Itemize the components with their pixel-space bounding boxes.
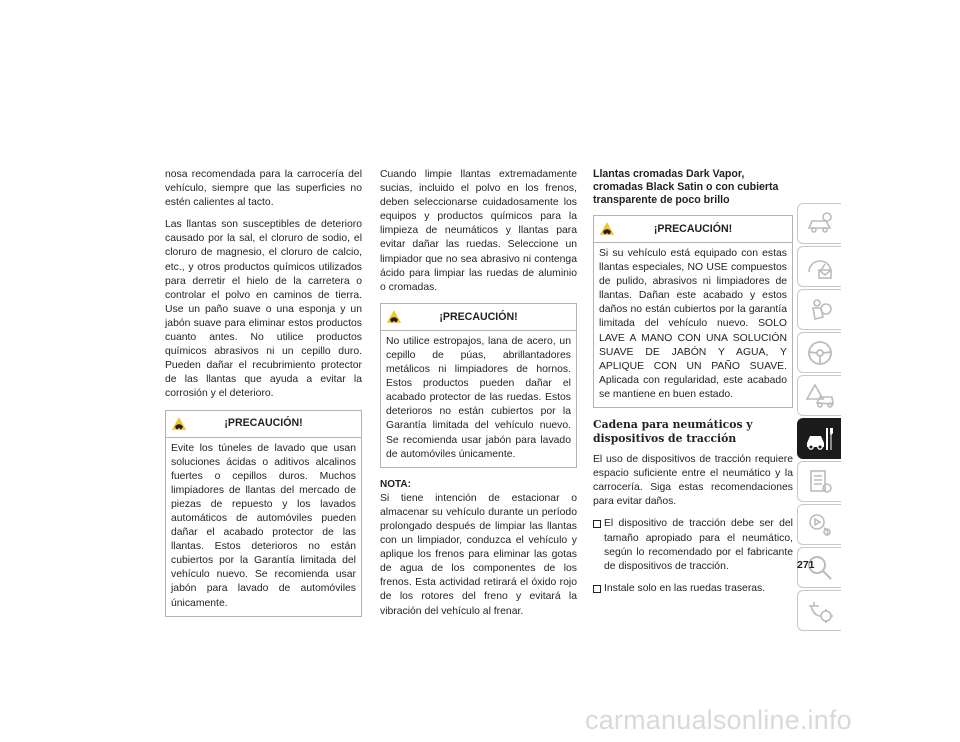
bullet-square-icon (593, 585, 601, 593)
multimedia-icon (805, 510, 835, 540)
tab-driving[interactable] (797, 332, 841, 373)
caution-body: Evite los túneles de lavado que usan soluciones ácidas o aditivos alcalinos fuertes o cepillos duros. Muchos limpiadores de llantas del mercado de piezas de repuesto y los lavados automáticos de automóviles pueden dañar el acabado protector de las llantas. Estos deterioros no están cubiertos por la Garantía limitada del vehículo nuevo. Se recomienda usar jabón para lavado de automóviles únicamente. (171, 442, 356, 609)
tab-dashboard[interactable] (797, 246, 841, 287)
caution-header (166, 411, 361, 438)
bullet-list (593, 517, 793, 595)
tab-multimedia[interactable] (797, 504, 841, 545)
caution-body: No utilice estropajos, lana de acero, un cepillo de púas, abrillantadores metálicos ni limpiadores de hornos. Estos productos pueden dañar el acabado protector de las ruedas. Estos deterioros no están cubiertos por la Garantía limitada del vehículo nuevo. Se recomienda usar jabón para lavado de automóviles únicamente. (386, 335, 571, 460)
text-column-right (593, 168, 793, 604)
warning-icon (386, 309, 402, 324)
list-item (593, 582, 793, 596)
car-info-icon (805, 209, 835, 239)
text-column-left (165, 168, 362, 627)
note-title: NOTA: (380, 478, 411, 490)
list-item-text: El dispositivo de tracción debe ser del tamaño apropiado para el neumático, según lo recomendado por el fabricante de dispositivos de tracción. (604, 518, 793, 572)
paragraph: nosa recomendada para la carrocería del vehículo, siempre que las superficies no estén calientes al tacto. (165, 169, 362, 209)
steering-wheel-icon (805, 338, 835, 368)
tab-car-info[interactable] (797, 203, 841, 244)
warning-icon (171, 416, 187, 431)
tab-safety[interactable] (797, 289, 841, 330)
caution-title: ¡PRECAUCIÓN! (653, 222, 733, 235)
safety-airbag-icon (805, 295, 835, 325)
caution-title: ¡PRECAUCIÓN! (439, 310, 518, 323)
caution-box (165, 410, 362, 617)
tab-language[interactable] (797, 590, 841, 631)
note-body: Si tiene intención de estacionar o almacenar su vehículo durante un período prolongado después de limpiar las llantas con un limpiador, conduzca el vehículo y aplique los frenos para eliminar las gotas de agua de los componentes de los frenos. Esta actividad retirará el óxido rojo de los rotores del freno y evitará la vibración del vehículo al frenar. (380, 492, 577, 617)
roadside-emergency-icon (805, 381, 835, 411)
section-heading: Llantas cromadas Dark Vapor, cromadas Black Satin o con cubierta transparente de poco brillo (593, 168, 779, 206)
tab-servicing[interactable] (797, 418, 841, 459)
section-heading: Cadena para neumáticos y dispositivos de tracción (593, 418, 753, 445)
tab-emergency[interactable] (797, 375, 841, 416)
caution-title: ¡PRECAUCIÓN! (224, 417, 303, 430)
language-settings-icon (805, 596, 835, 626)
caution-box (593, 215, 793, 408)
dashboard-message-icon (805, 252, 835, 282)
list-item-text: Instale solo en las ruedas traseras. (604, 582, 766, 594)
paragraph: Cuando limpie llantas extremadamente sucias, incluido el polvo en los frenos, deben seleccionarse cuidadosamente los equipos y productos químicos para la limpieza de neumáticos y llantas para evitar dañar las ruedas. Seleccione un limpiador que no sea abrasivo ni contenga ácido para limpiar las ruedas de aluminio o cromadas. (380, 169, 577, 293)
bullet-square-icon (593, 520, 601, 528)
tab-specifications[interactable] (797, 461, 841, 502)
list-item (593, 517, 793, 573)
text-column-middle (380, 168, 577, 627)
caution-body: Si su vehículo está equipado con estas llantas especiales, NO USE compuestos de pulido, abrasivos ni limpiadores de llantas. Dañan este acabado y estos daños no están cubiertos por la garantía limitada del vehículo nuevo. SOLO LAVE A MANO CON UNA SOLUCIÓN SUAVE DE JABÓN Y AGUA, Y APLIQUE CON UN PAÑO SUAVE. Aplicada con regularidad, este acabado se mantiene en buen estado. (599, 248, 787, 400)
watermark: carmanualsonline.info (585, 705, 852, 735)
specifications-list-icon (805, 467, 835, 497)
paragraph: El uso de dispositivos de tracción requiere espacio suficiente entre el neumático y la carrocería. Siga estas recomendaciones para evitar daños. (593, 454, 793, 508)
car-service-tools-icon (805, 424, 835, 454)
warning-icon (599, 221, 615, 236)
page-number: 271 (797, 559, 815, 571)
caution-box (380, 303, 577, 468)
caution-header (381, 304, 576, 331)
paragraph: Las llantas son susceptibles de deterioro causado por la sal, el cloruro de sodio, el cloruro de magnesio, el cloruro de calcio, etc., y otros productos químicos utilizados para derretir el hielo de la carretera o controlar el polvo en caminos de tierra. Use un paño suave o una esponja y un jabón suave para eliminar estos productos cuanto antes. No utilice productos químicos abrasivos ni un cepillo duro. Pueden dañar el recubrimiento protector de las llantas que ayuda a evitar la corrosión y el deterioro. (165, 219, 362, 400)
caution-header (594, 216, 792, 243)
